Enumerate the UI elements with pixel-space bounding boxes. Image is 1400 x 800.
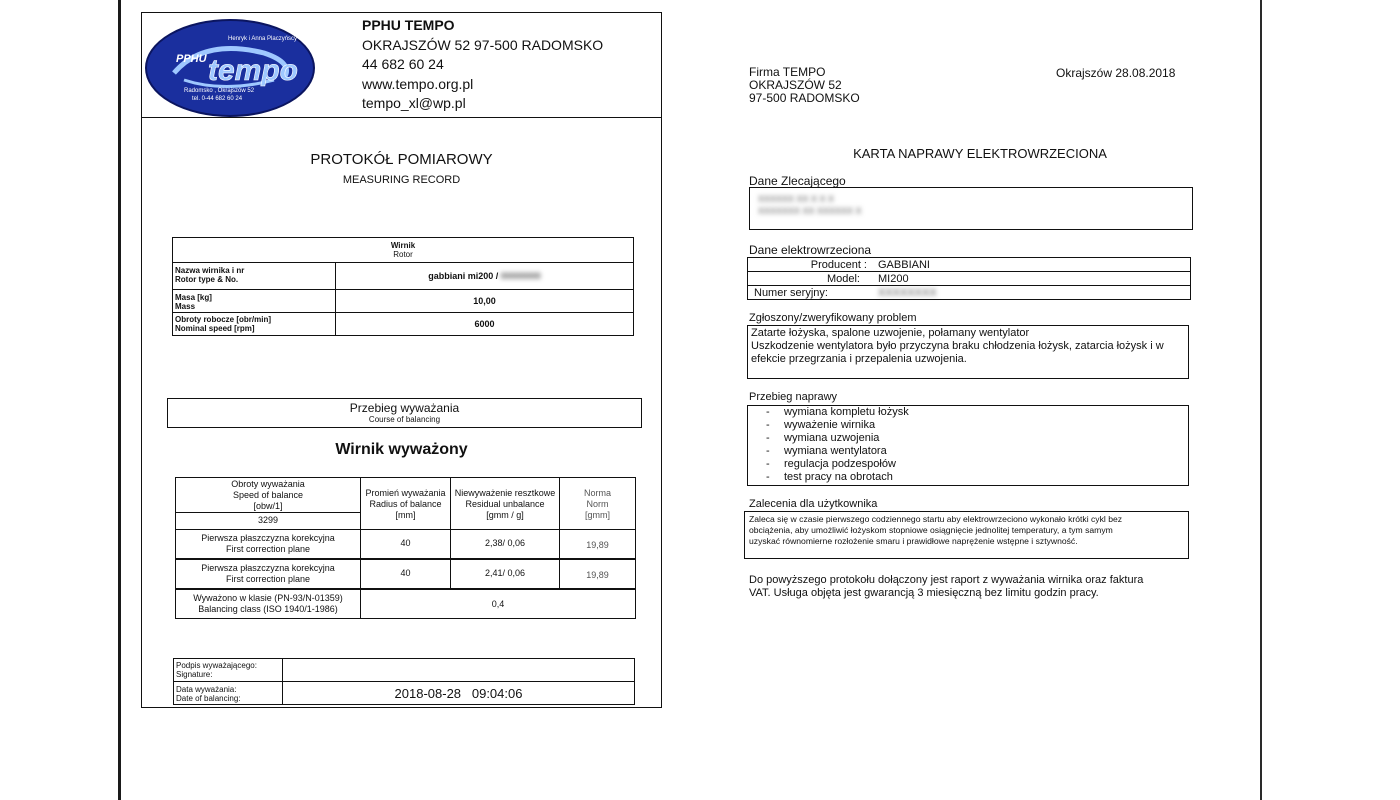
model-value: MI200 [878, 273, 909, 285]
speed-of-balance-value: 3299 [175, 512, 361, 530]
plane-1-radius: 40 [360, 529, 451, 559]
repair-item: - test pracy na obrotach [766, 471, 893, 483]
company-website: www.tempo.org.pl [362, 75, 474, 92]
spindle-box [747, 257, 1191, 300]
course-pl: Przebieg wyważania [349, 401, 460, 415]
firm-address [749, 66, 860, 105]
signature-field [282, 658, 635, 682]
repair-item-text: wyważenie wirnika [784, 419, 876, 431]
plane-1-en: First correction plane [225, 544, 311, 554]
spindle-divider-1 [748, 271, 1190, 272]
firm-street: OKRAJSZÓW 52 [749, 78, 842, 92]
client-box [749, 187, 1193, 230]
balancing-class-value: 0,4 [360, 589, 636, 619]
producer-value: GABBIANI [878, 259, 930, 271]
norm-unit: [gmm] [584, 510, 610, 520]
company-address: OKRAJSZÓW 52 97-500 RADOMSKO [362, 36, 604, 53]
plane-2-norm: 19,89 [559, 559, 636, 589]
model-label: Model: [826, 273, 860, 285]
nominal-speed-label [172, 312, 336, 336]
norm-pl: Norma [583, 488, 611, 498]
repair-item-text: test pracy na obrotach [784, 471, 893, 483]
client-label: Dane Zlecającego [749, 174, 846, 188]
firm-city: 97-500 RADOMSKO [749, 91, 860, 105]
repair-item: - regulacja podzespołów [766, 458, 896, 470]
balancing-status: Wirnik wyważony [335, 441, 468, 458]
company-contact [362, 16, 603, 114]
residual-header [450, 477, 560, 530]
repair-item-text: wymiana uzwojenia [784, 432, 880, 444]
logo-address: Radomsko , Okrajszów 52 [184, 88, 255, 94]
rotor-head-en: Rotor [393, 250, 413, 259]
plane-2-en: First correction plane [225, 574, 311, 584]
problem-line-2: Uszkodzenie wentylatora było przyczyna braku chłodzenia łożysk, zatarcia łożysk i w [751, 340, 1164, 352]
measuring-record-page [118, 0, 687, 800]
mass-label-en: Mass [175, 302, 196, 311]
plane-1-label [175, 529, 361, 559]
repair-item-text: regulacja podzespołów [784, 458, 896, 470]
logo-company: Henryk i Anna Placzyńscy [228, 36, 298, 42]
course-of-balancing-box [167, 398, 642, 428]
company-phone: 44 682 60 24 [362, 56, 444, 72]
plane-2-residual: 2,41/ 0,06 [450, 559, 560, 589]
firm-name: Firma TEMPO [749, 65, 826, 79]
class-pl: Wyważono w klasie (PN-93/N-01359) [193, 593, 343, 603]
speed-unit: [obw/1] [253, 501, 283, 511]
rotor-table-header [172, 237, 634, 263]
norm-header [559, 477, 636, 530]
signature-label [173, 658, 283, 682]
rotor-name-label-pl: Nazwa wirnika i nr [175, 266, 245, 275]
spindle-label: Dane elektrowrzeciona [749, 243, 872, 257]
serial-label: Numer seryjny: [754, 287, 828, 299]
residual-unit: [gmm / g] [486, 510, 524, 520]
speed-en: Speed of balance [232, 490, 304, 500]
course-en: Course of balancing [368, 415, 441, 424]
footer-line-2: VAT. Usługa objęta jest gwarancją 3 miesięczną bez limitu godzin pracy. [749, 587, 1099, 599]
company-name: PPHU TEMPO [362, 17, 455, 33]
repair-item: - wymiana uzwojenia [766, 432, 880, 444]
header-box [141, 12, 662, 118]
plane-1-norm: 19,89 [559, 529, 636, 559]
problem-label: Zgłoszony/zweryfikowany problem [749, 312, 917, 324]
logo-mark: PPHU [176, 53, 207, 65]
signature-label-en: Signature: [176, 670, 213, 679]
radius-en: Radius of balance [369, 499, 442, 509]
radius-pl: Promień wyważania [365, 488, 446, 498]
plane-1-pl: Pierwsza płaszczyzna korekcyjna [201, 533, 335, 543]
repair-card-page [700, 0, 1262, 800]
page-title: PROTOKÓŁ POMIAROWY [310, 151, 493, 168]
logo-phone: tel. 0-44 682 60 24 [192, 96, 243, 102]
mass-value: 10,00 [335, 289, 634, 313]
spindle-divider-2 [748, 285, 1190, 286]
problem-line-3: efekcie przegrzania i przepalenia uzwojenia. [751, 353, 967, 365]
repair-item: - wyważenie wirnika [766, 419, 876, 431]
repair-item: - wymiana wentylatora [766, 445, 887, 457]
radius-header [360, 477, 451, 530]
recommend-line-1: Zaleca się w czasie pierwszego codziennego startu aby elektrowrzeciono wykonało krótki cykl bez [749, 514, 1123, 524]
repair-label: Przebieg naprawy [749, 391, 838, 403]
mass-label [172, 289, 336, 313]
rotor-name-text: gabbiani mi200 / [428, 271, 499, 281]
document-date: Okrajszów 28.08.2018 [1056, 66, 1176, 80]
company-logo [144, 18, 316, 118]
residual-en: Residual unbalance [465, 499, 545, 509]
class-en: Balancing class (ISO 1940/1-1986) [198, 604, 338, 614]
norm-en: Norm [586, 499, 609, 509]
client-line-2-redacted: XXXXXXX XX XXXXXX X [758, 206, 862, 216]
rotor-name-label [172, 262, 336, 290]
radius-unit: [mm] [395, 510, 416, 520]
balancing-class-label [175, 589, 361, 619]
logo-brand: tempo [208, 54, 298, 87]
residual-pl: Niewyważenie resztkowe [454, 488, 556, 498]
date-label [173, 681, 283, 705]
plane-2-pl: Pierwsza płaszczyzna korekcyjna [201, 563, 335, 573]
problem-line-1: Zatarte łożyska, spalone uzwojenie, połamany wentylator [751, 327, 1030, 339]
nominal-speed-label-pl: Obroty robocze [obr/min] [175, 315, 271, 324]
speed-of-balance-header [175, 477, 361, 513]
repair-card-title: KARTA NAPRAWY ELEKTROWRZECIONA [853, 146, 1107, 161]
recommend-line-3: uzyskać równomierne rozłożenie smaru i prawidłowe naprężenie wstępne i sztywność. [749, 536, 1078, 546]
nominal-speed-label-en: Nominal speed [rpm] [175, 324, 255, 333]
plane-2-radius: 40 [360, 559, 451, 589]
page-subtitle: MEASURING RECORD [342, 174, 461, 186]
recommend-box [744, 511, 1189, 559]
repair-item-text: wymiana kompletu łożysk [784, 406, 909, 418]
recommend-line-2: obciążenia, aby umożliwić łożyskom stopniowe osiągnięcie jednolitej temperatury, a tym samym [749, 525, 1113, 535]
footer-line-1: Do powyższego protokołu dołączony jest raport z wyważania wirnika oraz faktura [749, 574, 1144, 586]
recommend-label: Zalecenia dla użytkownika [749, 498, 878, 510]
date-of-balancing-value: 2018-08-28 09:04:06 [282, 681, 635, 705]
plane-1-residual: 2,38/ 0,06 [450, 529, 560, 559]
signature-label-pl: Podpis wyważającego: [176, 661, 257, 670]
problem-box [747, 325, 1189, 379]
company-email: tempo_xl@wp.pl [362, 95, 466, 111]
serial-value-redacted: XXXXXXXX [878, 287, 937, 299]
footer-note [749, 574, 1143, 600]
rotor-head-pl: Wirnik [390, 241, 416, 250]
client-line-1-redacted: XXXXXX XX X X X [758, 194, 835, 204]
repair-item: - wymiana kompletu łożysk [766, 406, 909, 418]
date-label-en: Date of balancing: [176, 694, 241, 703]
date-label-pl: Data wyważania: [176, 685, 237, 694]
nominal-speed-value: 6000 [335, 312, 634, 336]
plane-2-label [175, 559, 361, 589]
rotor-serial-redacted: 00000000 [500, 271, 541, 281]
producer-label: Producent : [810, 259, 867, 271]
speed-pl: Obroty wyważania [231, 479, 305, 489]
rotor-name-label-en: Rotor type & No. [175, 275, 239, 284]
repair-item-text: wymiana wentylatora [784, 445, 887, 457]
mass-label-pl: Masa [kg] [175, 293, 212, 302]
rotor-name-value [335, 262, 634, 290]
repair-box [747, 405, 1189, 486]
